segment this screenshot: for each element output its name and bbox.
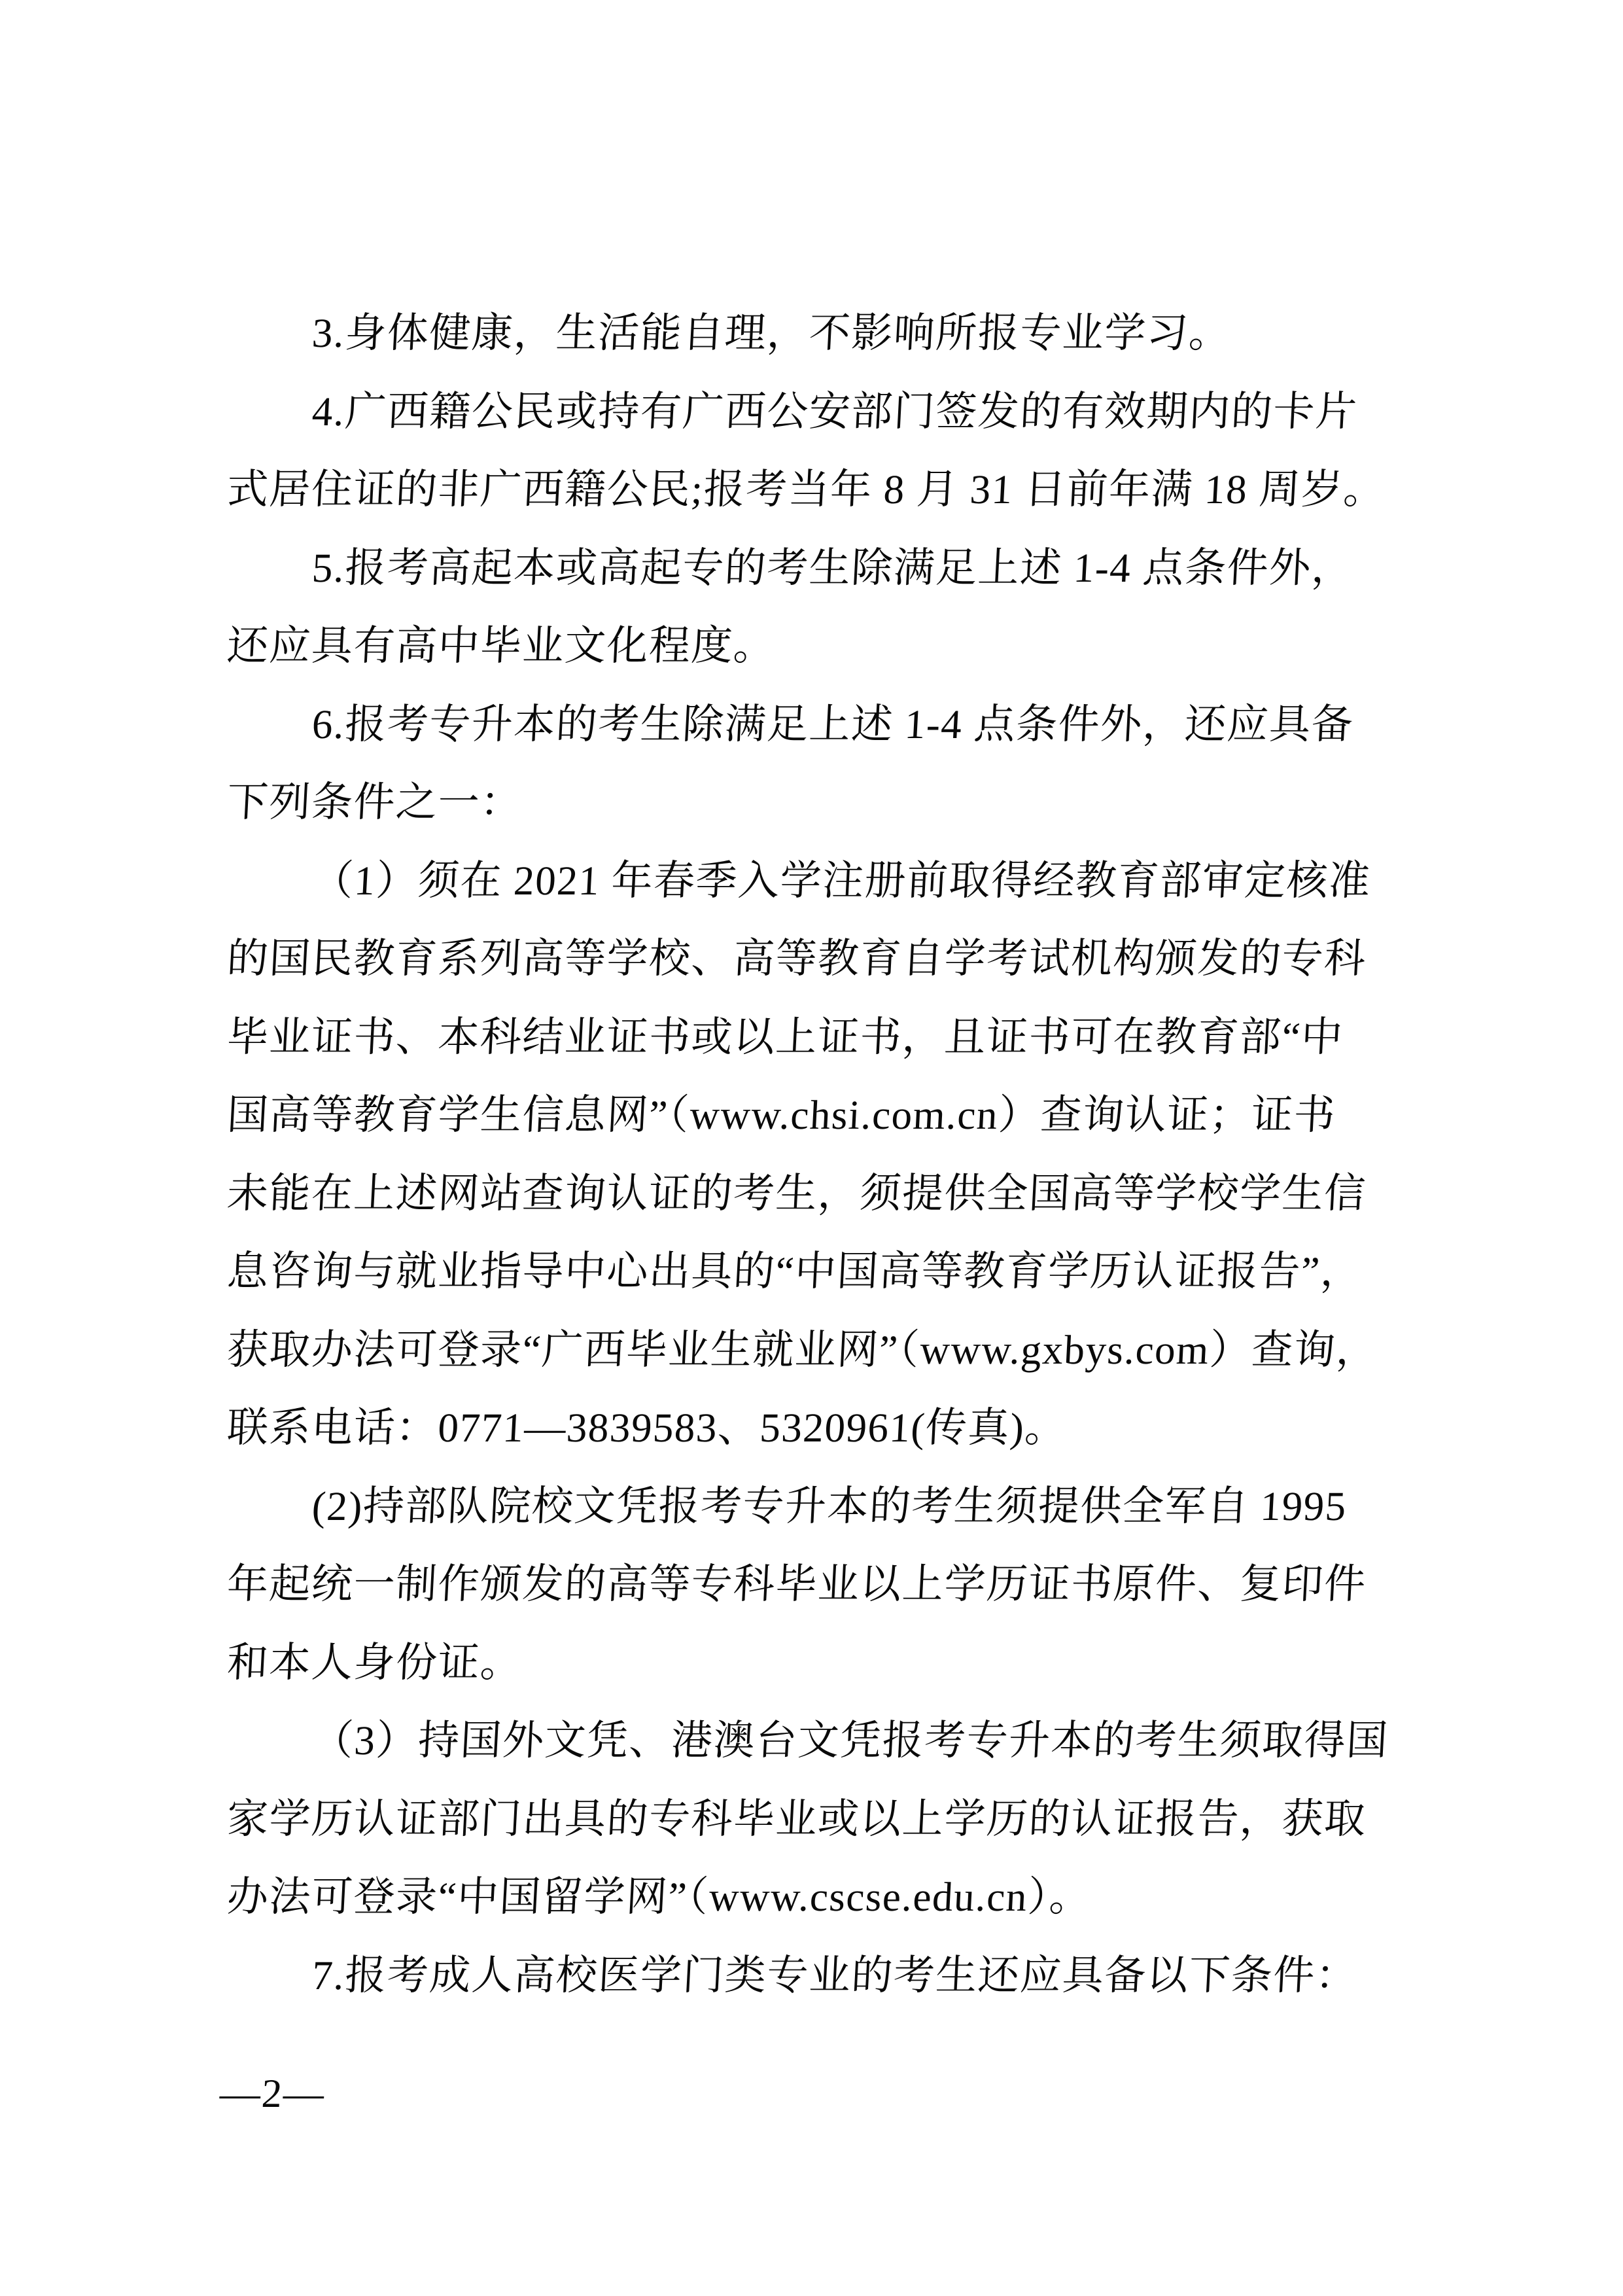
text-line: 6.报考专升本的考生除满足上述 1-4 点条件外，还应具备 (311, 701, 1355, 747)
text-line: 年起统一制作颁发的高等专科毕业以上学历证书原件、复印件 (226, 1561, 1368, 1607)
text-line: 联系电话：0771—3839583、5320961(传真)。 (226, 1405, 1068, 1451)
body-text (227, 294, 1413, 2015)
text-line: （1）须在 2021 年春季入学注册前取得经教育部审定核准 (311, 857, 1372, 904)
text-line: 5.报考高起本或高起专的考生除满足上述 1-4 点条件外， (311, 544, 1355, 591)
text-line: 国高等教育学生信息网”（www.chsi.com.cn）查询认证；证书 (226, 1092, 1337, 1138)
page-number: —2— (218, 2072, 326, 2116)
text-line: 7.报考成人高校医学门类专业的考生还应具备以下条件： (311, 1952, 1359, 1998)
text-line: 4.广西籍公民或持有广西公安部门签发的有效期内的卡片 (311, 388, 1359, 434)
text-line: 办法可登录“中国留学网”（www.cscse.edu.cn）。 (226, 1874, 1093, 1920)
text-line: 家学历认证部门出具的专科毕业或以上学历的认证报告，获取 (226, 1795, 1368, 1842)
text-line: (2)持部队院校文凭报考专升本的考生须提供全军自 1995 (311, 1483, 1348, 1529)
text-line: 息咨询与就业指导中心出具的“中国高等教育学历认证报告”， (226, 1248, 1364, 1294)
text-line: 的国民教育系列高等学校、高等教育自学考试机构颁发的专科 (226, 936, 1368, 981)
text-line: 毕业证书、本科结业证书或以上证书，且证书可在教育部“中 (226, 1014, 1345, 1060)
text-line: 还应具有高中毕业文化程度。 (226, 623, 777, 669)
text-line: 3.身体健康，生活能自理，不影响所报专业学习。 (311, 310, 1232, 356)
text-line: 和本人身份证。 (226, 1639, 524, 1686)
text-line: 获取办法可登录“广西毕业生就业网”（www.gxbys.com）查询， (226, 1326, 1380, 1373)
text-line: 未能在上述网站查询认证的考生，须提供全国高等学校学生信 (226, 1170, 1368, 1216)
text-line: 下列条件之一： (226, 779, 524, 825)
text-line: 式居住证的非广西籍公民;报考当年 8 月 31 日前年满 18 周岁。 (226, 467, 1387, 512)
text-line: （3）持国外文凭、港澳台文凭报考专升本的考生须取得国 (311, 1718, 1390, 1763)
